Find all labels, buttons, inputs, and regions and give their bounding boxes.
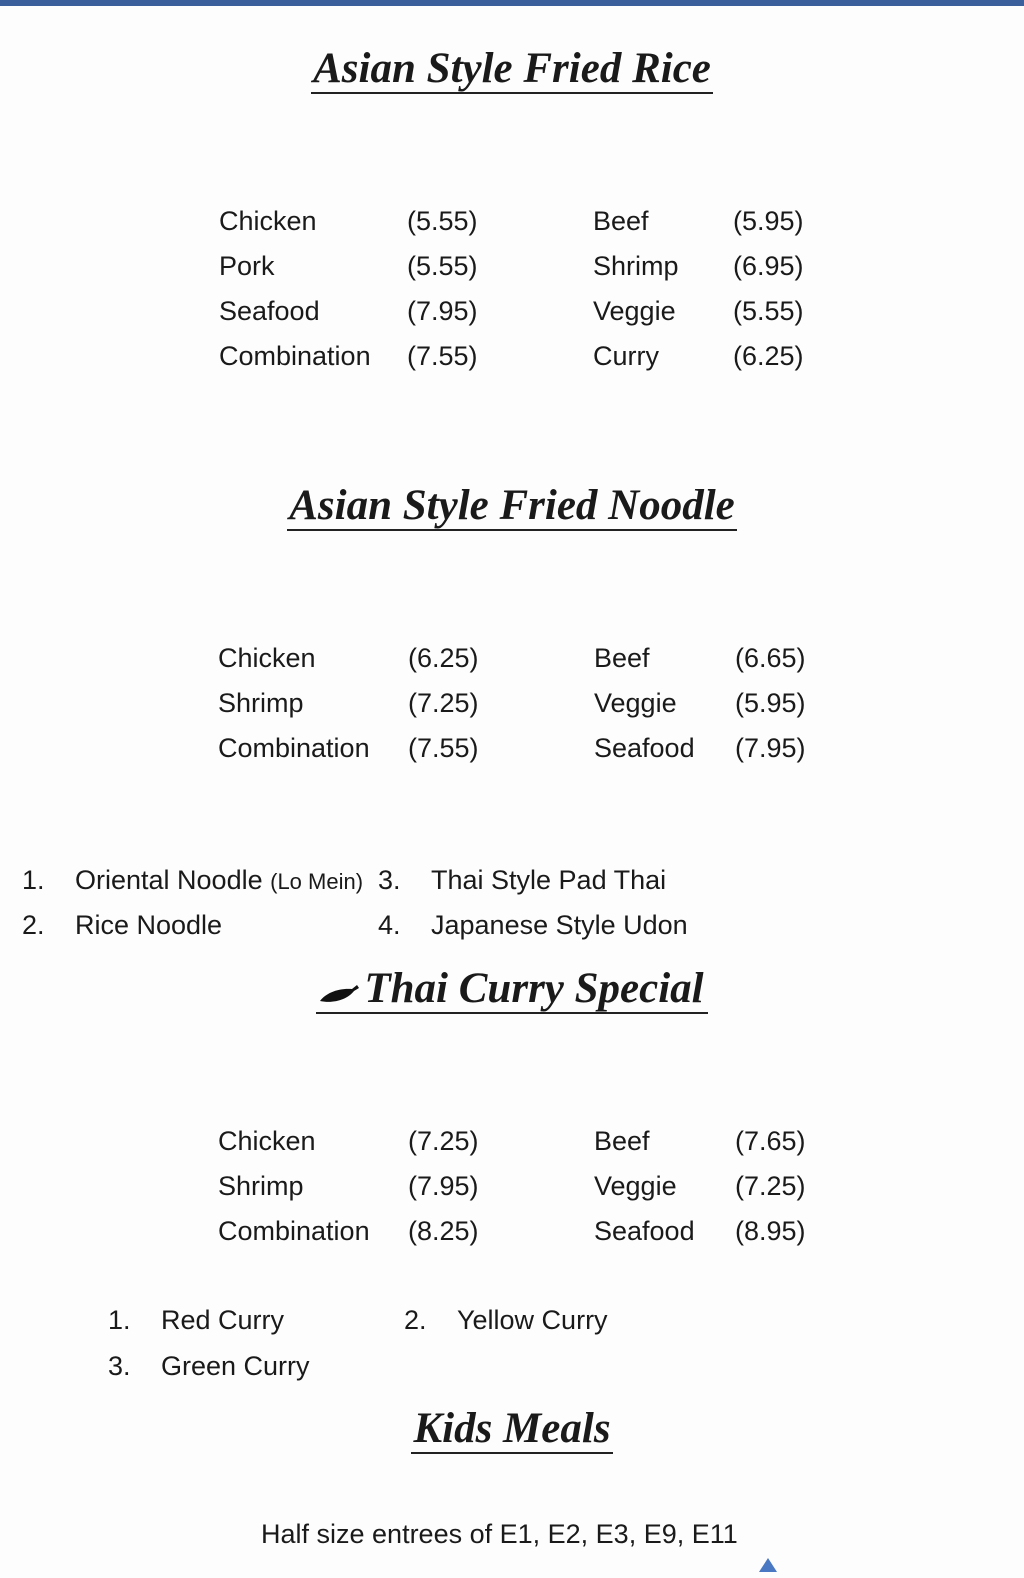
- menu-item-price: (7.25): [408, 688, 479, 718]
- menu-item-price: (6.95): [733, 251, 804, 281]
- menu-item-price: (8.95): [735, 1216, 806, 1246]
- option-label: Rice Noodle: [75, 910, 223, 940]
- menu-item-name: Veggie: [593, 296, 676, 326]
- menu-item-price: (6.65): [735, 643, 806, 673]
- section-title-kids-meals: Kids Meals: [413, 1405, 611, 1452]
- chili-pepper-icon: [318, 979, 360, 1005]
- menu-item-price: (5.95): [735, 688, 806, 718]
- menu-item-price: (7.95): [408, 1171, 479, 1201]
- menu-item-name: Beef: [594, 643, 650, 673]
- menu-item-name: Seafood: [219, 296, 320, 326]
- menu-item-price: (5.55): [407, 251, 478, 281]
- menu-item-name: Chicken: [218, 643, 316, 673]
- menu-item-price: (5.55): [407, 206, 478, 236]
- menu-item-name: Chicken: [219, 206, 317, 236]
- option-number: 3.: [378, 865, 401, 895]
- menu-item-name: Shrimp: [593, 251, 679, 281]
- menu-item-name: Seafood: [594, 1216, 695, 1246]
- option-label: Japanese Style Udon: [431, 910, 688, 940]
- menu-item-name: Chicken: [218, 1126, 316, 1156]
- menu-item-price: (7.25): [735, 1171, 806, 1201]
- section-title-fried-noodle: Asian Style Fried Noodle: [289, 482, 735, 529]
- menu-item-price: (7.95): [407, 296, 478, 326]
- menu-item-price: (7.65): [735, 1126, 806, 1156]
- option-note: (Lo Mein): [270, 869, 364, 894]
- option-number: 1.: [22, 865, 45, 895]
- menu-item-name: Pork: [219, 251, 275, 281]
- kids-meals-note: Half size entrees of E1, E2, E3, E9, E11: [261, 1519, 738, 1549]
- menu-item-price: (6.25): [733, 341, 804, 371]
- menu-item-price: (7.25): [408, 1126, 479, 1156]
- scroll-up-arrow-icon[interactable]: [759, 1558, 777, 1572]
- menu-item-price: (7.95): [735, 733, 806, 763]
- menu-item-price: (8.25): [408, 1216, 479, 1246]
- menu-item-price: (5.55): [733, 296, 804, 326]
- option-number: 1.: [108, 1305, 131, 1335]
- option-label: Oriental Noodle (Lo Mein): [75, 865, 364, 895]
- menu-item-name: Veggie: [594, 688, 677, 718]
- menu-item-price: (7.55): [408, 733, 479, 763]
- menu-item-name: Seafood: [594, 733, 695, 763]
- menu-item-name: Combination: [218, 1216, 370, 1246]
- option-label: Green Curry: [161, 1351, 310, 1381]
- menu-item-name: Combination: [218, 733, 370, 763]
- menu-item-price: (6.25): [408, 643, 479, 673]
- menu-item-name: Shrimp: [218, 688, 304, 718]
- menu-item-price: (7.55): [407, 341, 478, 371]
- option-number: 4.: [378, 910, 401, 940]
- menu-item-name: Combination: [219, 341, 371, 371]
- option-number: 3.: [108, 1351, 131, 1381]
- section-title-fried-rice: Asian Style Fried Rice: [313, 45, 711, 92]
- top-bar: [0, 0, 1024, 6]
- option-number: 2.: [22, 910, 45, 940]
- option-label: Red Curry: [161, 1305, 285, 1335]
- menu-item-name: Curry: [593, 341, 659, 371]
- menu-item-name: Beef: [593, 206, 649, 236]
- option-label: Yellow Curry: [457, 1305, 608, 1335]
- menu-item-name: Shrimp: [218, 1171, 304, 1201]
- menu-item-name: Veggie: [594, 1171, 677, 1201]
- section-title-thai-curry: Thai Curry Special: [0, 964, 1024, 1014]
- menu-item-price: (5.95): [733, 206, 804, 236]
- menu-item-name: Beef: [594, 1126, 650, 1156]
- option-number: 2.: [404, 1305, 427, 1335]
- option-label: Thai Style Pad Thai: [431, 865, 667, 895]
